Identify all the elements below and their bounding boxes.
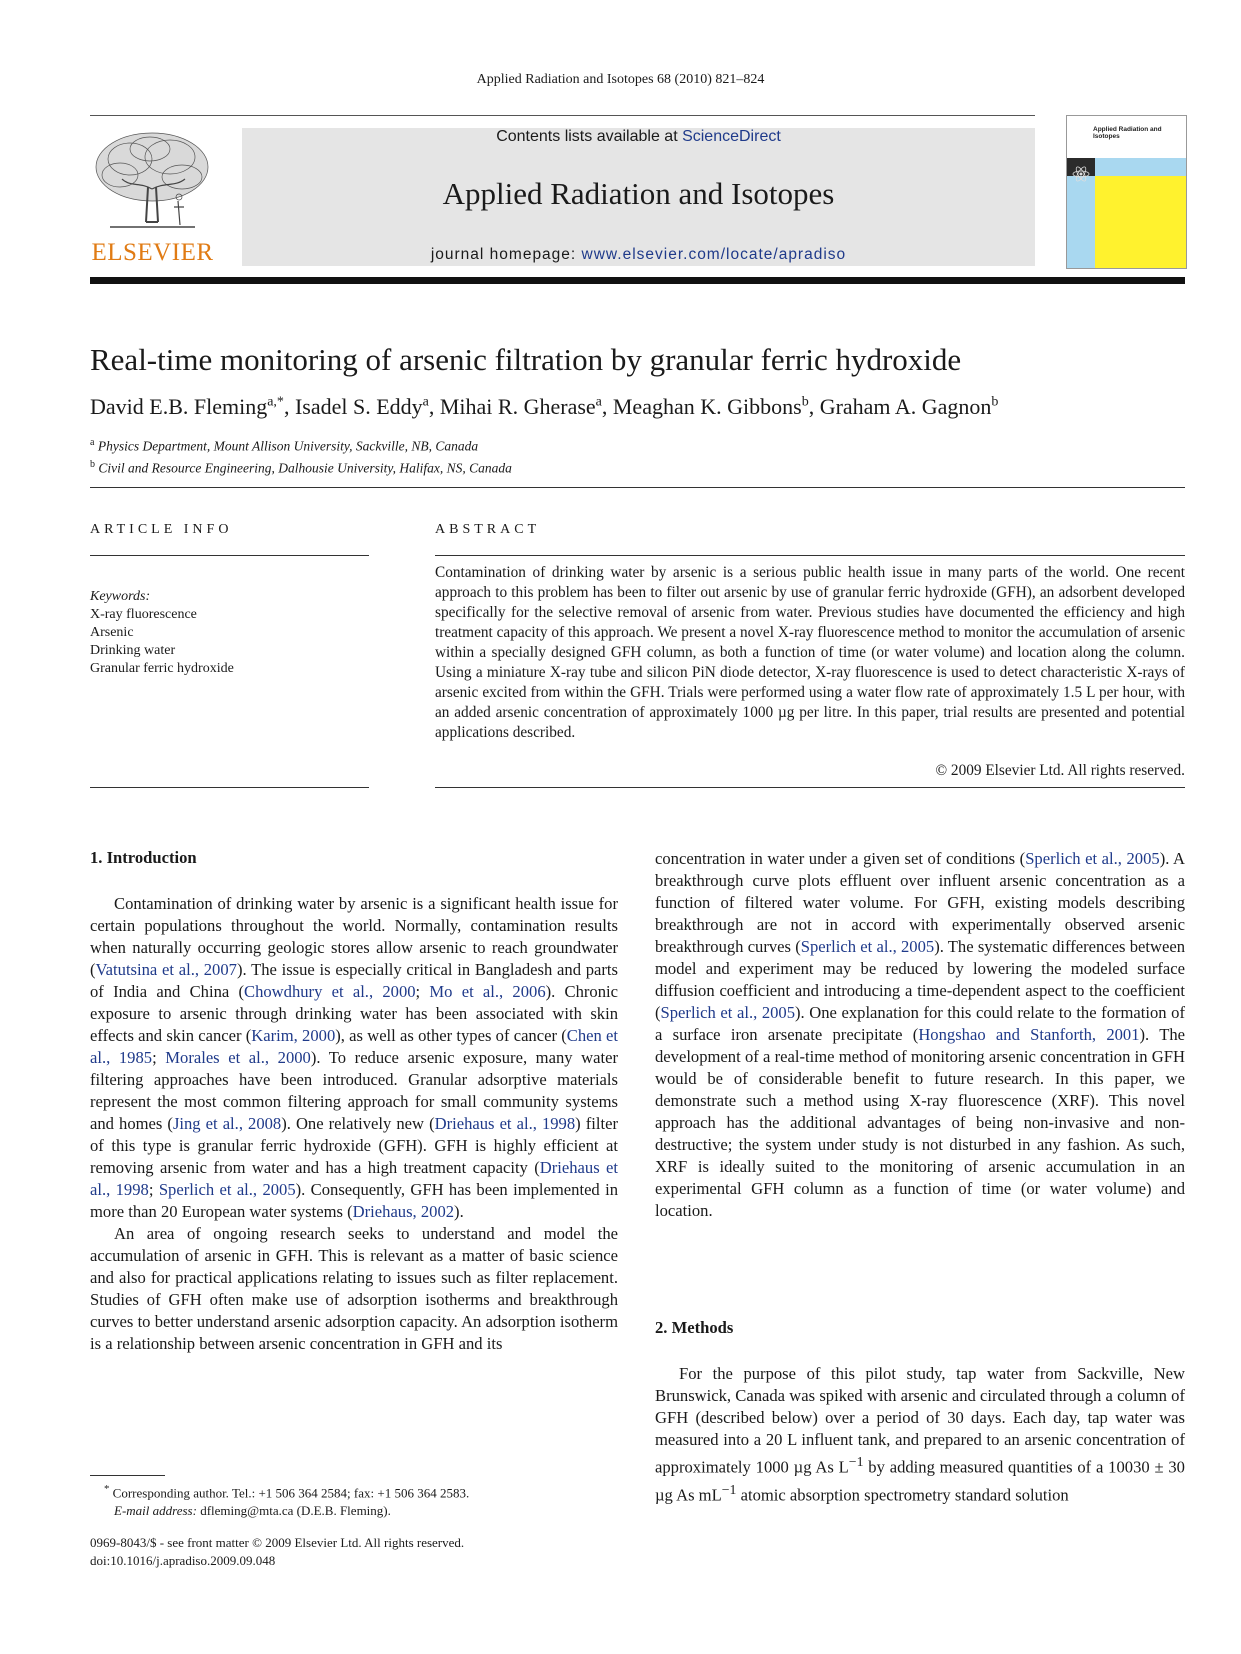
email-address[interactable]: dfleming@mta.ca (D.E.B. Fleming). (196, 1503, 391, 1519)
text-run: ). The development of a real-time method of monitoring arsenic concentration in GFH would be of considerable benefit to future research. In this paper, we demonstrate such a method using X-ray fluorescence (XRF). This novel approach has the additional advantages of being non-invasive and non-destructive; the system under study is not disturbed in any fashion. As such, XRF is ideally suited to the monitoring of arsenic accumulation in an experimental GFH column as a function of time (or water volume) and location. (655, 1025, 1185, 1220)
affiliation: $^b$ Civil and Resource Engineering, Dalhousie University, Halifax, NS, Canada (90, 458, 512, 475)
text-run: ) filter of this type is granular ferric hydroxide (GFH). GFH is highly efficient at removing arsenic from water and has a high treatment capacity ( (90, 1114, 618, 1177)
citation-link[interactable]: Jing et al., 2008 (172, 1114, 282, 1133)
affiliations (90, 434, 990, 477)
atom-icon (1071, 164, 1091, 184)
journal-cover-thumbnail[interactable] (1066, 115, 1187, 269)
citation-link[interactable]: Driehaus, 2002 (352, 1202, 455, 1221)
cover-title: Applied Radiation and Isotopes (1093, 126, 1162, 140)
body-column-right (655, 848, 1185, 1222)
journal-name: Applied Radiation and Isotopes (442, 176, 835, 211)
citation-link[interactable]: Chen et al., 1985 (90, 1026, 618, 1067)
text-run: ). One relatively new ( (281, 1114, 435, 1133)
journal-banner (242, 128, 1035, 266)
divider (90, 487, 1185, 488)
text-run: ). A breakthrough curve plots effluent over influent arsenic concentration as a function of filtered water volume. For GFH, existing models describing breakthrough are not in accord with experimentally observed arsenic breakthrough curves ( (655, 849, 1186, 956)
cover-header (1067, 116, 1186, 158)
text-run: For the purpose of this pilot study, tap water from Sackville, New Brunswick, Canada was spiked with arsenic and circulated through a column of GFH (described below) over a period of 30 days. Each day, tap water was measured into a 20 L influent tank, and prepared to an arsenic concentration of approximately 1000 µg As L (655, 1364, 1185, 1477)
citation-link[interactable]: Driehaus et al., 1998 (90, 1158, 618, 1199)
citation-link[interactable]: Morales et al., 2000 (165, 1048, 311, 1067)
contents-prefix: Contents lists available at (496, 128, 683, 145)
superscript: −1 (721, 1481, 737, 1497)
keyword: Arsenic (90, 625, 134, 640)
paragraph (655, 1363, 1185, 1506)
text-run: by adding measured quantities of a 10030 ± 30 µg As mL (655, 1457, 1185, 1505)
divider (435, 555, 1185, 556)
author[interactable]: Meaghan K. Gibbons$^b$ (612, 394, 809, 419)
text-run: ). Consequently, GFH has been implemented in more than 20 European water systems ( (90, 1180, 618, 1221)
header-rule-thick (90, 277, 1185, 284)
corresponding-author: Corresponding author. Tel.: +1 506 364 2584; fax: +1 506 364 2583. (109, 1485, 470, 1501)
author[interactable]: Mihai R. Gherase$^a$ (439, 394, 602, 419)
text-run: ). To reduce arsenic exposure, many water filtering approaches have been introduced. Granular adsorptive materials represent the most common filtering approach for small community systems and homes ( (90, 1048, 618, 1133)
cover-yellow-panel (1095, 176, 1186, 268)
paragraph (655, 848, 1185, 1222)
section-heading-introduction: 1. Introduction (90, 848, 197, 867)
text-run: ). The issue is especially critical in Bangladesh and parts of India and China ( (90, 960, 618, 1001)
citation-link[interactable]: Mo et al., 2006 (429, 982, 546, 1001)
issn-line: 0969-8043/$ - see front matter © 2009 Elsevier Ltd. All rights reserved. (90, 1535, 465, 1550)
text-run: atomic absorption spectrometry standard solution (736, 1485, 1069, 1505)
article-info-heading: ARTICLE INFO (90, 522, 233, 537)
text-run: ). The systematic differences between model and experiment may be reduced by lowering the modeled surface diffusion coefficient and introducing a time-dependent aspect to the coefficient ( (655, 937, 1185, 1022)
keywords-label: Keywords: (90, 589, 151, 604)
running-head: Applied Radiation and Isotopes 68 (2010) 821–824 (476, 72, 765, 87)
elsevier-logo[interactable] (90, 127, 215, 267)
citation-link[interactable]: Sperlich et al., 2005 (158, 1180, 296, 1199)
homepage-line (242, 246, 1035, 264)
abstract-heading: ABSTRACT (435, 522, 541, 537)
text-run: An area of ongoing research seeks to understand and model the accumulation of arsenic in GFH. This is relevant as a matter of basic science and also for practical applications relating to issues such as filter replacement. Studies of GFH often make use of adsorption isotherms and breakthrough curves to better understand arsenic adsorption capacity. An adsorption isotherm is a relationship between arsenic concentration in GFH and its (90, 1224, 618, 1353)
author[interactable]: Isadel S. Eddy$^a$ (294, 394, 429, 419)
paragraph (90, 893, 618, 1223)
citation-link[interactable]: Vatutsina et al., 2007 (95, 960, 237, 979)
cover-blue-side (1067, 176, 1095, 268)
divider (435, 787, 1185, 788)
superscript: −1 (848, 1454, 864, 1469)
cover-blue-band (1095, 158, 1186, 176)
body-column-right-methods (655, 1363, 1185, 1506)
text-run: ; (148, 1180, 159, 1199)
citation-link[interactable]: Driehaus et al., 1998 (434, 1114, 576, 1133)
text-run: concentration in water under a given set of conditions ( (655, 849, 1026, 868)
tree-icon (90, 127, 215, 232)
citation-link[interactable]: Hongshao and Stanforth, 2001 (918, 1025, 1140, 1044)
paragraph (90, 1223, 618, 1355)
text-run: ; (415, 982, 430, 1001)
author[interactable]: Graham A. Gagnon$^b$ (819, 394, 999, 419)
citation-link[interactable]: Sperlich et al., 2005 (1025, 849, 1160, 868)
homepage-prefix: journal homepage: (430, 246, 582, 263)
abstract-text: Contamination of drinking water by arsenic is a serious public health issue in many parts of the world. One recent approach to this problem has been to filter out arsenic by use of granular ferric hydroxide (GFH), an adsorbent developed specifically for the selective removal of arsenic from water. Previous studies have documented the efficiency and high treatment capacity of this approach. We present a novel X-ray fluorescence method to monitor the accumulation of arsenic within a specially designed GFH column, as both a function of time (or water volume) and location along the column. Using a miniature X-ray tube and silicon PiN diode detector, X-ray fluorescence is used to detect characteristic X-rays of arsenic excited from within the GFH. Trials were performed using a water flow rate of approximately 1.5 L per hour, with an added arsenic concentration of approximately 1000 µg per litre. In this paper, trial results are presented and potential applications described. (435, 564, 1185, 741)
email-label: E-mail address: (114, 1503, 197, 1519)
text-run: ). (454, 1202, 464, 1221)
front-matter (90, 1534, 630, 1570)
homepage-link[interactable]: www.elsevier.com/locate/apradiso (581, 246, 847, 263)
sciencedirect-link[interactable]: ScienceDirect (682, 128, 781, 145)
citation-link[interactable]: Sperlich et al., 2005 (660, 1003, 796, 1022)
text-run: Contamination of drinking water by arsenic is a significant health issue for certain populations throughout the world. Normally, contamination results when naturally occurring geologic stores allow arsenic to reach groundwater ( (90, 894, 618, 979)
article-title: Real-time monitoring of arsenic filtration by granular ferric hydroxide (90, 342, 962, 377)
keywords (90, 588, 360, 678)
divider (90, 787, 369, 788)
body-column-left (90, 893, 618, 1355)
citation-link[interactable]: Sperlich et al., 2005 (800, 937, 935, 956)
abstract-copyright: © 2009 Elsevier Ltd. All rights reserved. (935, 762, 1185, 779)
text-run: ), as well as other types of cancer ( (335, 1026, 567, 1045)
header-rule (90, 115, 1035, 116)
contents-line (242, 128, 1035, 146)
divider (90, 555, 369, 556)
citation-link[interactable]: Karim, 2000 (251, 1026, 336, 1045)
footnote-rule (90, 1475, 165, 1476)
elsevier-wordmark: ELSEVIER (91, 239, 214, 266)
text-run: ). Chronic exposure to arsenic through drinking water has been associated with skin effects and skin cancer ( (90, 982, 619, 1045)
footnote (90, 1480, 630, 1520)
keyword: X-ray fluorescence (90, 607, 197, 622)
text-run: ; (152, 1048, 166, 1067)
author-list: David E.B. Fleming$^{a,*}$, Isadel S. Eddy$^a$, Mihai R. Gherase$^a$, Meaghan K. Gibbons$^b$, Graham A. Gagnon$^b$ (90, 394, 999, 419)
keyword: Granular ferric hydroxide (90, 661, 234, 676)
author[interactable]: David E.B. Fleming$^{a,*}$ (90, 394, 284, 419)
citation-link[interactable]: Chowdhury et al., 2000 (244, 982, 416, 1001)
affiliation: $^a$ Physics Department, Mount Allison University, Sackville, NB, Canada (90, 437, 479, 454)
section-heading-methods: 2. Methods (655, 1318, 734, 1337)
text-run: ). One explanation for this could relate to the formation of a surface iron arsenate precipitate ( (655, 1003, 1186, 1044)
footnote-marker: * (104, 1483, 110, 1495)
doi-line[interactable]: doi:10.1016/j.apradiso.2009.09.048 (90, 1553, 276, 1568)
keyword: Drinking water (90, 643, 176, 658)
